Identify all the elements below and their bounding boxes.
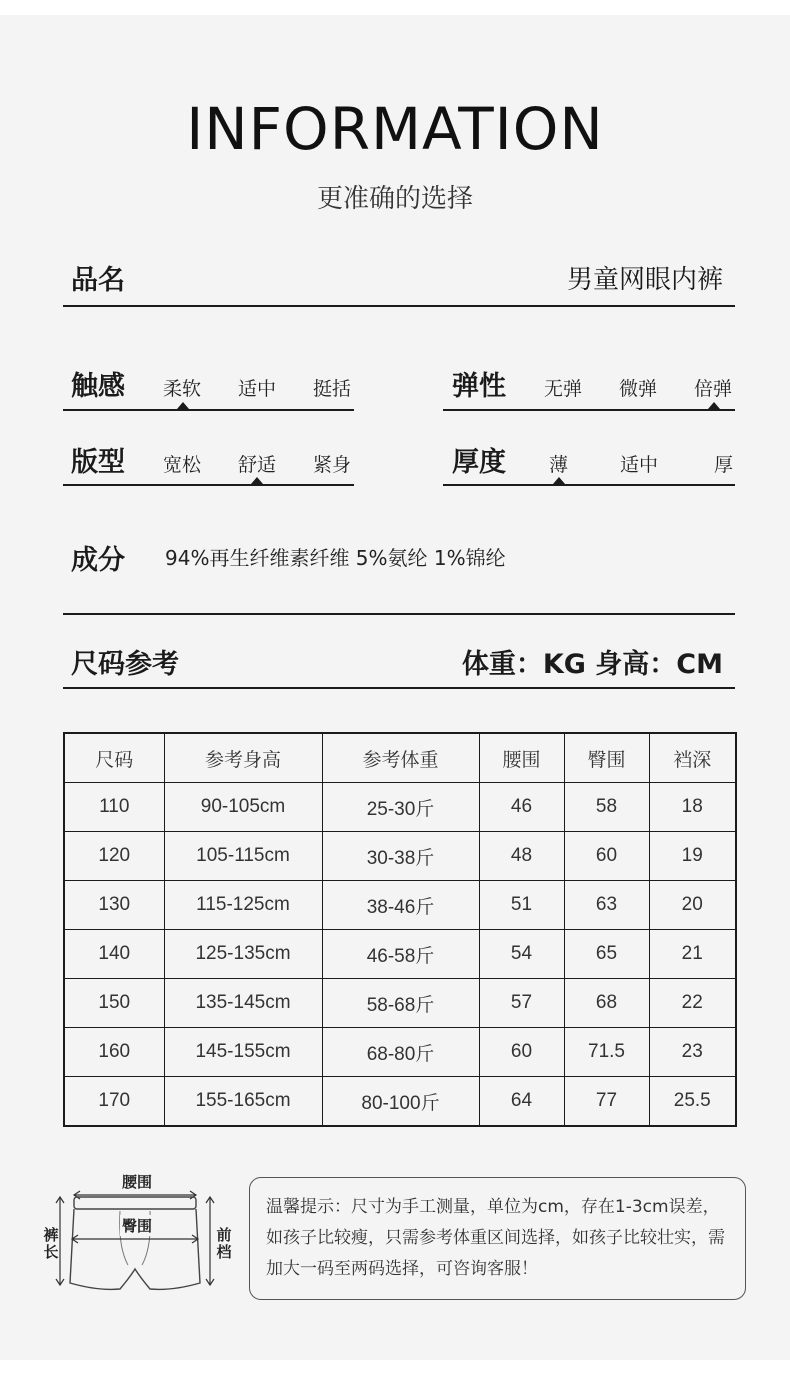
elasticity-scale xyxy=(443,409,735,411)
divider xyxy=(63,305,735,307)
fit-selected-marker xyxy=(251,477,263,484)
elasticity-option-slight: 微弹 xyxy=(619,378,658,400)
size-note xyxy=(249,1177,746,1300)
size-table xyxy=(63,732,737,1127)
table-cell: 63 xyxy=(564,881,649,930)
table-cell: 160 xyxy=(64,1028,164,1077)
table-cell: 25.5 xyxy=(649,1077,736,1127)
table-cell: 68-80斤 xyxy=(322,1028,479,1077)
thickness-option-medium: 适中 xyxy=(620,454,659,476)
table-cell: 90-105cm xyxy=(164,783,322,832)
table-cell: 145-155cm xyxy=(164,1028,322,1077)
product-name-label: 品名 xyxy=(71,265,125,296)
thickness-label: 厚度 xyxy=(452,447,506,478)
diagram-hip-label: 臀围 xyxy=(122,1217,153,1235)
table-row xyxy=(64,1028,736,1077)
table-cell: 60 xyxy=(564,832,649,881)
fit-option-loose: 宽松 xyxy=(163,454,202,476)
table-cell: 54 xyxy=(479,930,564,979)
table-cell: 30-38斤 xyxy=(322,832,479,881)
table-cell: 20 xyxy=(649,881,736,930)
touch-label: 触感 xyxy=(71,371,125,402)
column-header-weight: 参考体重 xyxy=(322,733,479,783)
column-header-height: 参考身高 xyxy=(164,733,322,783)
table-cell: 22 xyxy=(649,979,736,1028)
table-cell: 125-135cm xyxy=(164,930,322,979)
table-row xyxy=(64,979,736,1028)
table-row xyxy=(64,832,736,881)
composition-label: 成分 xyxy=(71,545,125,576)
table-cell: 23 xyxy=(649,1028,736,1077)
thickness-scale xyxy=(443,484,735,486)
elasticity-label: 弹性 xyxy=(452,371,506,402)
thickness-option-thin: 薄 xyxy=(549,454,569,476)
table-cell: 38-46斤 xyxy=(322,881,479,930)
size-reference-label: 尺码参考 xyxy=(71,649,179,680)
table-cell: 58 xyxy=(564,783,649,832)
table-cell: 18 xyxy=(649,783,736,832)
table-header-row xyxy=(64,733,736,783)
table-cell: 77 xyxy=(564,1077,649,1127)
table-cell: 46 xyxy=(479,783,564,832)
table-cell: 130 xyxy=(64,881,164,930)
fit-option-tight: 紧身 xyxy=(313,454,352,476)
table-cell: 21 xyxy=(649,930,736,979)
table-cell: 58-68斤 xyxy=(322,979,479,1028)
fit-label: 版型 xyxy=(71,447,125,478)
table-cell: 46-58斤 xyxy=(322,930,479,979)
fit-scale xyxy=(63,484,354,486)
table-cell: 19 xyxy=(649,832,736,881)
touch-option-firm: 挺括 xyxy=(313,378,352,400)
touch-scale xyxy=(63,409,354,411)
size-reference-units: 体重：KG 身高：CM xyxy=(461,649,723,680)
table-cell: 170 xyxy=(64,1077,164,1127)
fit-option-comfort: 舒适 xyxy=(238,454,277,476)
diagram-rise-label: 前档 xyxy=(216,1226,232,1261)
elasticity-option-high: 倍弹 xyxy=(694,378,733,400)
table-cell: 48 xyxy=(479,832,564,881)
table-cell: 140 xyxy=(64,930,164,979)
diagram-length-label: 裤长 xyxy=(43,1226,59,1261)
column-header-rise: 裆深 xyxy=(649,733,736,783)
size-note-text: 温馨提示：尺寸为手工测量，单位为cm，存在1-3cm误差，如孩子比较瘦，只需参考体重区间选择，如孩子比较壮实，需加大一码至两码选择，可咨询客服！ xyxy=(266,1197,725,1279)
table-cell: 135-145cm xyxy=(164,979,322,1028)
table-row xyxy=(64,1077,736,1127)
divider xyxy=(63,613,735,615)
diagram-waist-label: 腰围 xyxy=(122,1173,153,1191)
column-header-waist: 腰围 xyxy=(479,733,564,783)
table-cell: 68 xyxy=(564,979,649,1028)
table-row xyxy=(64,881,736,930)
column-header-hip: 臀围 xyxy=(564,733,649,783)
page-title: INFORMATION xyxy=(186,95,604,163)
column-header-size: 尺码 xyxy=(64,733,164,783)
table-cell: 110 xyxy=(64,783,164,832)
table-cell: 105-115cm xyxy=(164,832,322,881)
product-name-value: 男童网眼内裤 xyxy=(566,265,723,295)
page-subtitle: 更准确的选择 xyxy=(316,184,473,214)
table-cell: 120 xyxy=(64,832,164,881)
composition-value: 94%再生纤维素纤维 5%氨纶 1%锦纶 xyxy=(165,546,506,570)
table-cell: 57 xyxy=(479,979,564,1028)
thickness-selected-marker xyxy=(553,477,565,484)
table-cell: 64 xyxy=(479,1077,564,1127)
elasticity-option-none: 无弹 xyxy=(544,378,583,400)
divider xyxy=(63,687,735,689)
table-cell: 80-100斤 xyxy=(322,1077,479,1127)
table-cell: 60 xyxy=(479,1028,564,1077)
table-cell: 51 xyxy=(479,881,564,930)
elasticity-selected-marker xyxy=(708,402,720,409)
table-cell: 115-125cm xyxy=(164,881,322,930)
table-row xyxy=(64,783,736,832)
touch-option-soft: 柔软 xyxy=(163,378,202,400)
table-cell: 71.5 xyxy=(564,1028,649,1077)
thickness-option-thick: 厚 xyxy=(714,454,734,476)
table-cell: 150 xyxy=(64,979,164,1028)
table-row xyxy=(64,930,736,979)
table-cell: 65 xyxy=(564,930,649,979)
touch-selected-marker xyxy=(177,402,189,409)
table-cell: 25-30斤 xyxy=(322,783,479,832)
touch-option-medium: 适中 xyxy=(238,378,277,400)
table-cell: 155-165cm xyxy=(164,1077,322,1127)
